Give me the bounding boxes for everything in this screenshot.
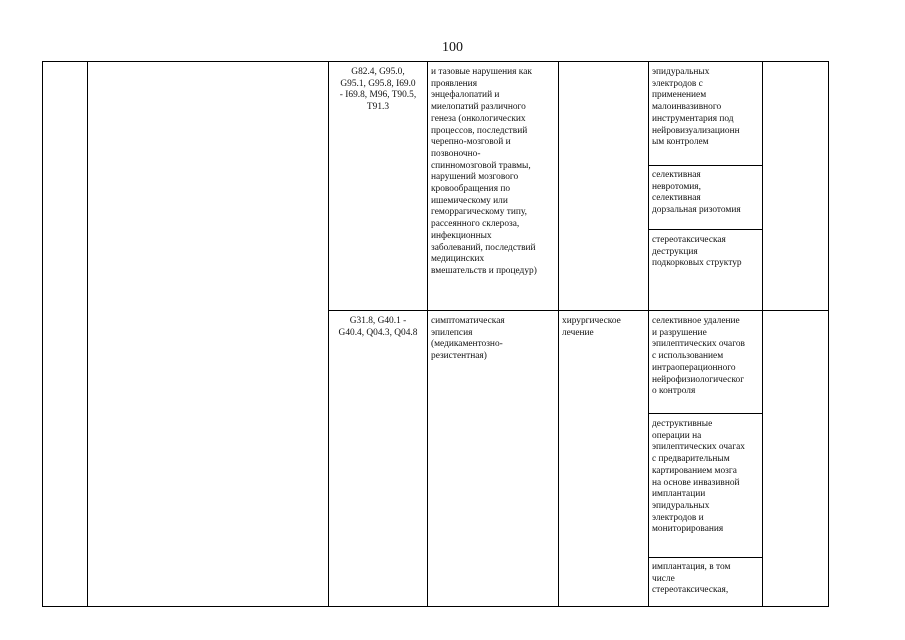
diagnosis-codes-cell: G31.8, G40.1 - G40.4, Q04.3, Q04.8	[338, 316, 418, 338]
treatment-cell: хирургическое лечение	[562, 316, 621, 338]
method-cell: имплантация, в том числе стереотаксическая,	[652, 562, 731, 596]
column-divider	[328, 62, 329, 606]
column-divider	[427, 62, 428, 606]
diagnosis-codes-cell: G82.4, G95.0, G95.1, G95.8, I69.0 - I69.8, M96, T90.5, T91.3	[339, 67, 417, 113]
method-cell: стереотаксическая деструкция подкорковых структур	[652, 235, 742, 269]
method-cell: селективная невротомия, селективная дорзальная ризотомия	[652, 170, 741, 216]
column-divider	[558, 62, 559, 606]
method-divider	[648, 165, 762, 166]
page-number: 100	[442, 40, 463, 55]
method-divider	[648, 557, 762, 558]
condition-cell: и тазовые нарушения как проявления энцефалопатий и миелопатий различного генеза (онкологических процессов, последствий черепно-мозговой и позвоночно- спинномозговой травмы, нарушений мозгового кровообращения по ишемическому или геморрагическому типу, рассеянного склероза, инфекционных заболеваний, последствий медицинских вмешательств и процедур)	[431, 67, 537, 276]
method-divider	[648, 413, 762, 414]
medical-procedures-table	[42, 61, 829, 607]
method-cell: эпидуральных электродов с применением малоинвазивного инструментария под нейровизуализационн ым контролем	[652, 67, 740, 148]
method-cell: селективное удаление и разрушение эпилептических очагов с использованием интраоперационного нейрофизиологическог о контроля	[652, 316, 745, 397]
column-divider	[87, 62, 88, 606]
method-divider	[648, 229, 762, 230]
method-cell: деструктивные операции на эпилептических очагах с предварительным картированием мозга на основе инвазивной имплантации эпидуральных электродов и мониторирования	[652, 419, 745, 535]
condition-cell: симптоматическая эпилепсия (медикаментозно- резистентная)	[431, 316, 505, 362]
column-divider	[762, 62, 763, 606]
column-divider	[648, 62, 649, 606]
row-divider	[328, 310, 829, 311]
